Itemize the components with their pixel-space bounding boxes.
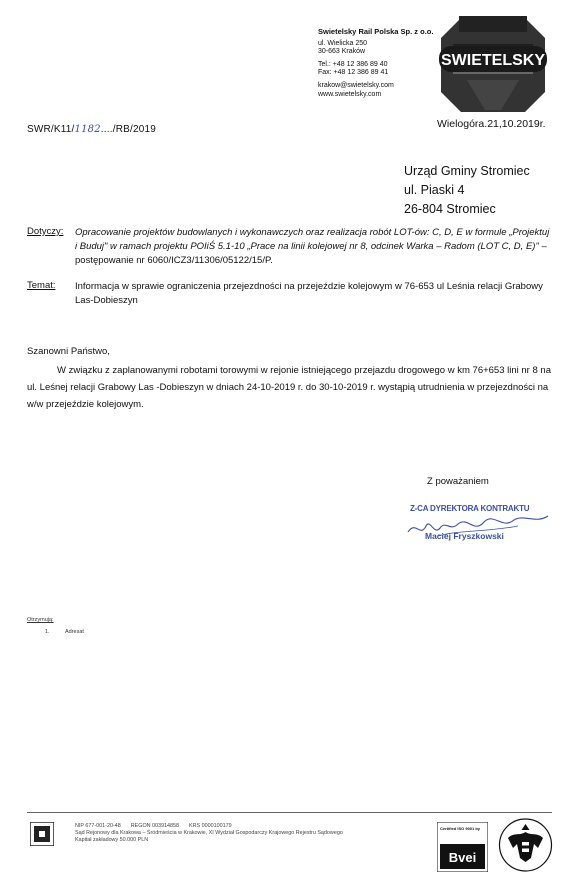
addressee-line3: 26-804 Stromiec <box>404 202 496 216</box>
closing: Z poważaniem <box>427 476 489 487</box>
distribution-item-number: 1. <box>45 629 50 635</box>
signature-name-stamp: Maciej Fryszkowski <box>425 531 504 541</box>
company-www: www.swietelsky.com <box>318 90 382 98</box>
footer-s-logo-icon <box>30 822 54 846</box>
austria-eagle-emblem-icon <box>498 814 553 876</box>
addressee-block <box>404 162 530 219</box>
greeting: Szanowni Państwo, <box>27 346 110 357</box>
dotyczy-italic: Opracowanie projektów budowlanych i wykonawczych oraz realizacja robót LOT-ów: C, D, E w formule „Projektuj i Buduj" w ramach projektu POIiŚ 5.1-10 „Prace na linii kolejowej nr 8, odcinek Warka – Radom (LOT C, D, E)" <box>75 227 550 252</box>
dotyczy-plain: – postępowanie nr 6060/ICZ3/11306/05122/15/P. <box>75 241 547 266</box>
company-address-block <box>318 28 448 99</box>
footer-legal-text <box>75 823 343 844</box>
footer-court: Sąd Rejonowy dla Krakowa – Śródmieścia w Krakowie, XI Wydział Gospodarczy Krajowego Rejestru Sądowego <box>75 830 343 836</box>
company-fax: Fax: +48 12 386 89 41 <box>318 69 389 77</box>
footer-regon: REGON 003914858 <box>130 823 180 829</box>
reference-prefix: SWR/K11/ <box>27 124 75 135</box>
signature-role-stamp: Z-CA DYREKTORA KONTRAKTU <box>410 504 530 513</box>
company-email: krakow@swietelsky.com <box>318 81 394 89</box>
temat-text: Informacja w sprawie ograniczenia przejezdności na przejeździe kolejowym w 76-653 ul Leśnia relacji Grabowy Las-Dobieszyn <box>75 281 543 306</box>
footer-nip: NIP 677-001-20-48 <box>75 823 121 829</box>
distribution-item-text: Adresat <box>65 629 84 635</box>
reference-suffix: ..../RB/2019 <box>100 124 157 135</box>
footer-krs: KRS 0000100179 <box>189 823 232 829</box>
temat-label: Temat: <box>27 280 56 291</box>
distribution-item <box>45 629 84 635</box>
dotyczy-text <box>75 226 553 268</box>
logo-text: SWIETELSKY <box>440 52 546 69</box>
body-paragraph-text: W związku z zaplanowanymi robotami torowymi w rejonie istniejącego przejazdu drogowego w km 76+653 lini nr 8 na ul. Leśnej relacji Grabowy Las -Dobieszyn w dniach 24-10-2019 r. do 30-10-2019 r. wystąpią utrudnienia w przejezdności na w/w przejeździe kolejowym. <box>27 365 551 410</box>
cert-brand: Bvei <box>448 850 477 865</box>
reference-number <box>27 124 156 135</box>
footer-capital: Kapitał zakładowy 50.000 PLN <box>75 837 149 843</box>
company-name: Swietelsky Rail Polska Sp. z o.o. <box>318 27 434 36</box>
company-city: 30-663 Kraków <box>318 48 366 56</box>
cert-label: Certified ISO 9001 by <box>440 826 481 831</box>
body-paragraph <box>27 362 552 413</box>
footer-divider <box>27 812 552 813</box>
reference-handwritten: 1182 <box>74 124 101 135</box>
distribution-title: Otrzymują: <box>27 617 54 623</box>
company-tel: Tel.: +48 12 386 89 40 <box>318 60 388 68</box>
dotyczy-label: Dotyczy: <box>27 226 64 237</box>
addressee-line2: ul. Piaski 4 <box>404 183 465 197</box>
swietelsky-logo <box>437 16 549 114</box>
addressee-line1: Urząd Gminy Stromiec <box>404 164 530 178</box>
company-street: ul. Wielicka 250 <box>318 39 368 47</box>
letter-date: Wielogóra.21,10.2019r. <box>437 118 546 130</box>
